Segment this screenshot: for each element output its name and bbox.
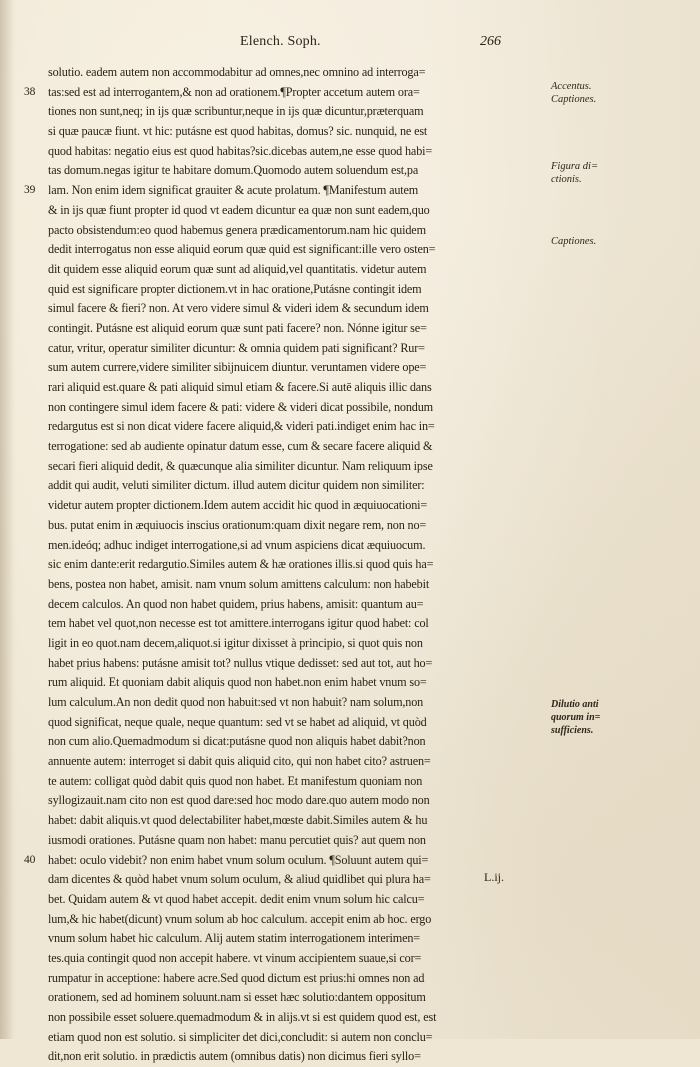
text-line [48,555,548,575]
text-line-content: syllogizauit.nam cito non est quod dare:sed hoc modo dare.quo autem modo non [48,793,430,808]
text-line-content: men.ideóq; adhuc indiget interrogatione,si ad vnum aspiciens dicat æquiuocum. [48,537,426,552]
text-line-content: habet prius habens: putásne amisit tot? nullus vtique dedisset: sed aut tot, aut ho= [48,655,433,670]
text-line [48,772,548,792]
text-line [48,732,548,752]
text-line [48,240,548,260]
text-line-content: dedit interrogatus non esse aliquid eorum quæ quid est significant:ille vero osten= [48,242,436,257]
text-line [48,595,548,615]
text-line-content: rari aliquid est.quare & pati aliquid simul etiam & facere.Si autē aliquis illic dans [48,380,432,394]
text-line-content: ligit in eo quot.nam decem,aliquot.si igitur dixisset à principio, si quot quis non [48,635,423,650]
text-line [48,457,548,477]
text-line [48,260,548,280]
section-number: 40 [24,853,36,866]
text-line [24,851,548,871]
text-line-content: sum autem currere,videre similiter sibijnuicem diuntur. veruntamen videre ope= [48,360,427,375]
text-line [48,280,548,300]
text-line-content: quod habitas: negatio eius est quod habitas?sic.dicebas autem,ne esse quod habi= [48,143,433,158]
section-number: 38 [24,85,36,98]
running-head: Elench. Soph. [240,34,321,49]
text-line-content: etiam quod non est solutio. si simpliciter det dici,concludit: si autem non conclu= [48,1029,433,1044]
text-line [48,516,548,536]
text-line-content: catur, vritur, operatur similiter dicuntur: & omnia quidem pati significant? Rur= [48,340,425,355]
margin-note-dilutio [551,698,600,737]
text-line [48,161,548,181]
text-line [48,870,548,890]
text-line-content: habet: dabit aliquis.vt quod delectabiliter habet,mœste dabit.Similes autem & hu [48,813,428,828]
margin-note-captiones [551,235,596,248]
text-line-content: non possibile esset soluere.quemadmodum & in alijs.vt si est quidem quod est, est [48,1010,437,1024]
margin-note-captiones-text: Captiones. [551,236,597,247]
text-line [48,673,548,693]
text-line [48,988,548,1008]
text-line-content: non contingere simul idem facere & pati: videre & videri dicat possibile, nondum [48,399,434,414]
text-line-content: sic enim dante:erit redargutio.Similes autem & hæ orationes illis.si quod quis ha= [48,557,434,572]
text-line [48,496,548,516]
main-text-block [24,63,548,1067]
text-line-content: solutio. eadem autem non accommodabitur ad omnes,nec omnino ad interroga= [48,65,426,79]
binding-shadow [0,0,14,1039]
text-line-content: iusmodi orationes. Putásne quam non habet: manu percutiet quis? aut quem non [48,832,426,847]
text-line-content: videtur autem propter dictionem.Idem autem accidit hic quod in æquiuocationi= [48,498,428,513]
text-line [48,102,548,122]
text-line-content: contingit. Putásne est aliquid eorum quæ sunt pati facere? non. Nónne igitur se= [48,320,427,335]
text-line [48,713,548,733]
text-line [24,181,548,201]
text-line [48,142,548,162]
text-line-content: lam. Non enim idem significat grauiter & acute prolatum. ¶Manifestum autem [48,183,419,198]
text-line-content: tas:sed est ad interrogantem,& non ad orationem.¶Propter accetum autem ora= [48,84,420,99]
text-line-content: rum aliquid. Et quoniam dabit aliquis quod non habet.non enim habet vnum so= [48,675,427,690]
text-line-content: lum calculum.An non dedit quod non habuit:sed vt non habuit? nam solum,non [48,695,424,709]
text-line [48,890,548,910]
text-line-content: non cum alio.Quemadmodum si dicat:putásne quod non aliquis habet dabit?non [48,734,426,749]
text-line-content: annuente autem: interroget si dabit quis aliquid cito, qui non habet cito? astruen= [48,754,431,769]
text-line [48,437,548,457]
text-line [48,831,548,851]
text-line [48,614,548,634]
text-line-content: secari fieri aliquid dedit, & quæcunque alia similiter dicuntur. Nam reliquum ipse [48,458,433,473]
text-line-content: orationem, sed ad hominem soluunt.nam si esset hæc solutio:dantem oppositum [48,990,426,1005]
text-line [48,1008,548,1028]
text-line-content: quod significat, neque quale, neque quantum: sed vt se habet ad aliquid, vt quòd [48,714,427,729]
text-line [48,319,548,339]
page-header [0,34,700,54]
text-line-content: habet: oculo videbit? non enim habet vnum solum oculum. ¶Soluunt autem qui= [48,852,429,867]
text-line-content: te autem: colligat quòd dabit quis quod non habet. Et manifestum quoniam non [48,773,423,788]
text-line-content: si quæ paucæ fiunt. vt hic: putásne est quod habitas, domus? sic. nunquid, ne est [48,124,428,139]
margin-note-accentus [551,80,596,106]
text-line-content: pacto obsistendum:eo quod habemus genera prædicamentorum.nam hic quidem [48,222,426,237]
text-line [48,358,548,378]
text-line [48,339,548,359]
text-line [48,1047,548,1067]
text-line [48,791,548,811]
text-line-content: & in ijs quæ fiunt propter id quod vt eadem dicuntur ea quæ non sunt eadem,quo [48,202,430,217]
text-line-content: redargutus est si non dicat videre facere aliquid,& videri pati.indiget enim hac in= [48,419,435,434]
section-number: 39 [24,184,36,197]
text-line-content: tem habet vel quot,non necesse est tot amittere.interrogans igitur quod habet: col [48,616,429,631]
text-line-content: decem calculos. An quod non habet quidem, prius habens, amisit: quantum au= [48,596,424,611]
text-line [48,1028,548,1048]
text-line-content: rumpatur in acceptione: habere acre.Sed quod dictum est prius:hi omnes non ad [48,970,425,985]
text-line [48,398,548,418]
text-line [24,83,548,103]
text-line [48,811,548,831]
text-line [48,417,548,437]
text-line-content: tes.quia contingit quod non accepit habere. vt vinum accipientem suaue,si cor= [48,950,422,965]
text-line-content: dam dicentes & quòd habet vnum solum oculum, & aliud quidlibet qui plura ha= [48,872,431,887]
text-line-content: dit quidem esse aliquid eorum quæ sunt ad aliquid,vel quantitatis. videtur autem [48,261,427,276]
signature-mark: L.ij. [484,870,504,884]
text-line [48,299,548,319]
text-line [48,221,548,241]
margin-note-figura-text: Figura di= ctionis. [551,161,599,185]
text-line-content: addit qui audit, veluti similiter dictum. illud autem dicitur quidem non similiter: [48,478,425,493]
text-line-content: bus. putat enim in æquiuocis inscius orationum:quam dixit negare rem, non no= [48,517,427,532]
text-line-content: terrogatione: sed ab audiente opinatur datum esse, cum & secare facere aliquid & [48,439,433,454]
text-line [48,63,548,83]
text-line-content: bens, postea non habet, amisit. nam vnum solum amittens calculum: non habebit [48,576,430,591]
folio-number: 266 [480,34,501,49]
text-line [48,201,548,221]
text-line [48,536,548,556]
text-line [48,634,548,654]
text-line [48,476,548,496]
text-line-content: bet. Quidam autem & vt quod habet accepit. dedit enim vnum solum hic calcu= [48,891,425,906]
text-line [48,910,548,930]
text-line-content: tiones non sunt,neq; in ijs quæ scribuntur,neque in ijs quæ dicuntur,præterquam [48,104,424,119]
margin-note-dilutio-text: Dilutio anti quorum in= sufficiens. [551,699,601,736]
text-line-content: lum,& hic habet(dicunt) vnum solum ab hoc calculum. accepit enim ab hoc. ergo [48,911,432,926]
margin-note-accentus-text: Accentus. Captiones. [551,81,597,105]
text-line-content: quid est significare propter dictionem.vt in hac oratione,Putásne contingit idem [48,281,422,296]
text-line [48,929,548,949]
text-line [48,378,548,398]
text-line-content: vnum solum habet hic calculum. Alij autem statim interrogationem interimen= [48,931,420,946]
text-line [48,122,548,142]
text-line [48,654,548,674]
text-line-content: dit,non erit solutio. in prædictis autem (omnibus datis) non dicimus fieri syllo= [48,1049,421,1064]
text-line-content: tas domum.negas igitur te habitare domum.Quomodo autem soluendum est,pa [48,163,419,178]
text-line [48,575,548,595]
text-line-content: simul facere & fieri? non. At vero videre simul & videri idem & secundum idem [48,301,429,316]
text-line [48,693,548,713]
text-line [48,752,548,772]
text-line [48,949,548,969]
margin-note-figura [551,160,598,186]
text-line [48,969,548,989]
